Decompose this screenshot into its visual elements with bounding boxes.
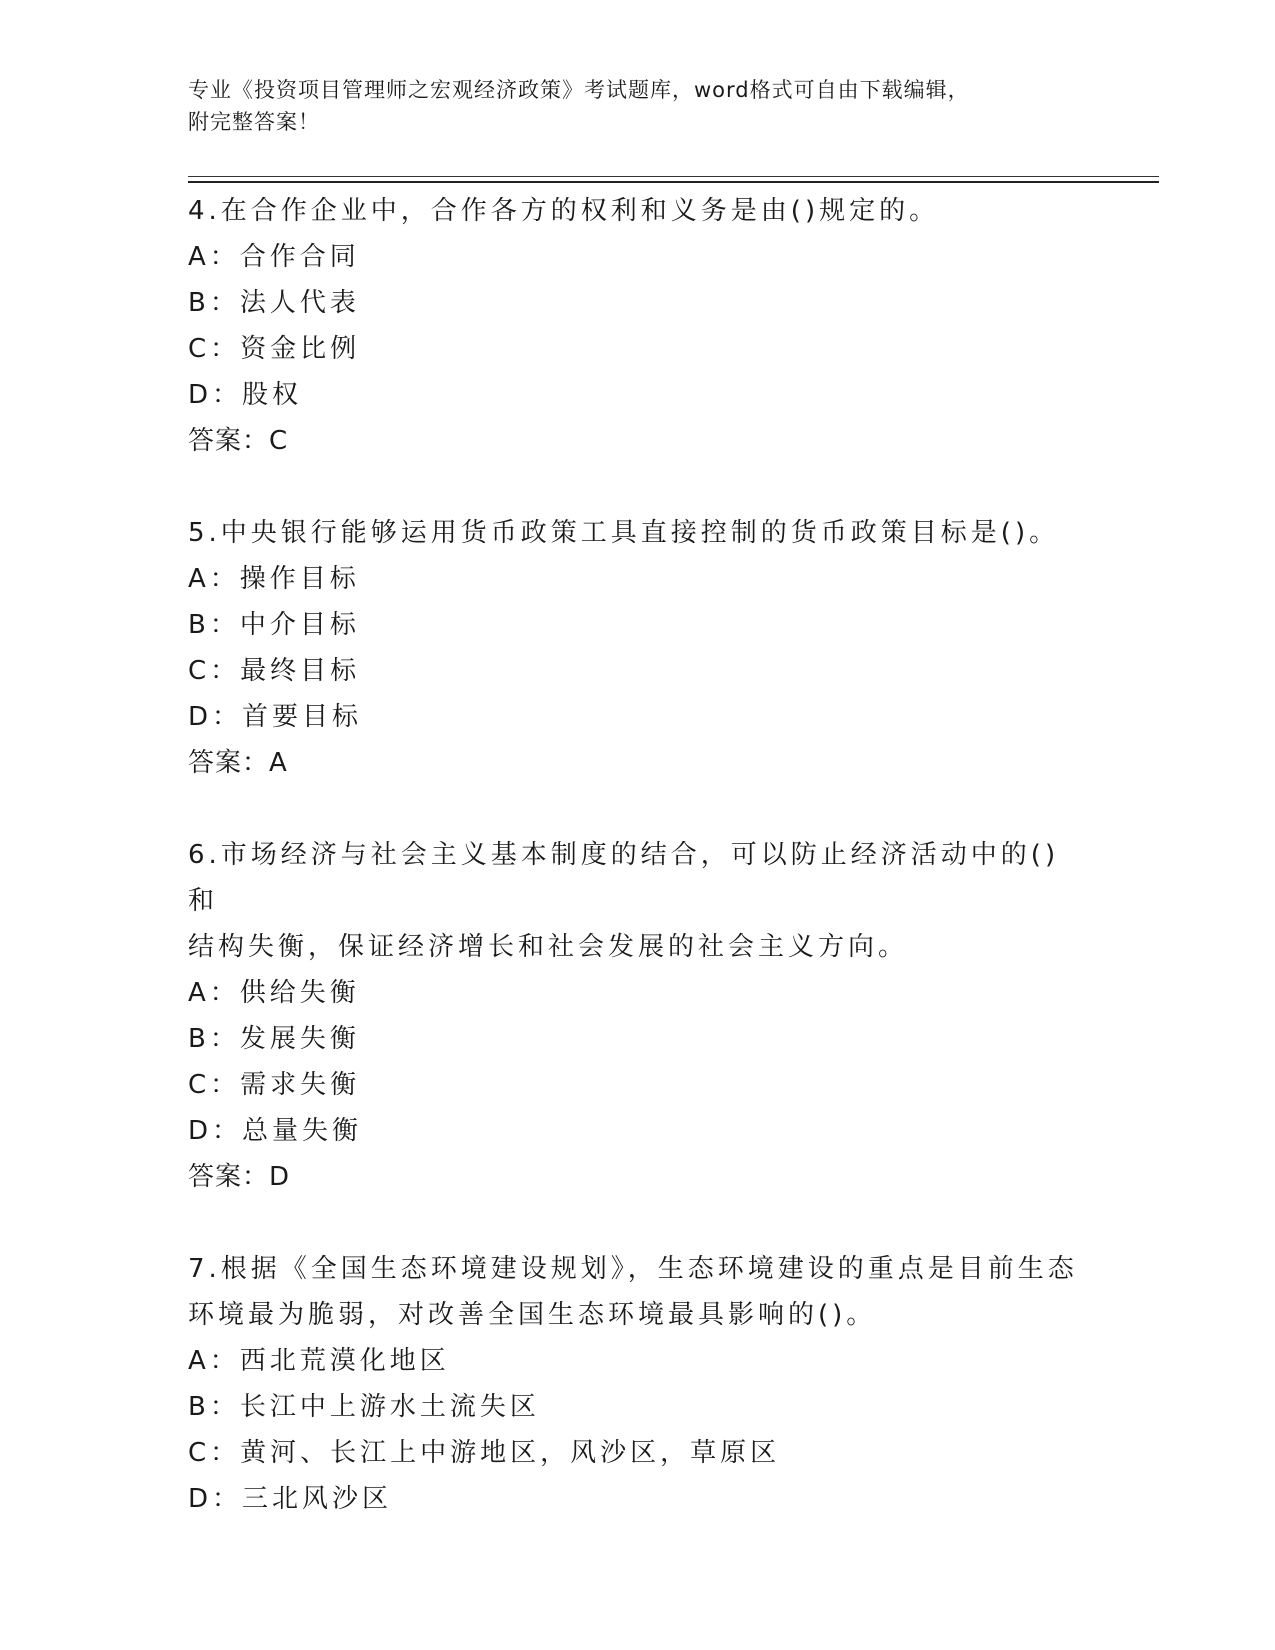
question-5: [188, 510, 1088, 786]
option-c: C：资金比例: [188, 334, 361, 364]
question-7: [188, 1246, 1088, 1522]
answer: 答案：A: [188, 748, 288, 778]
option-b: B：发展失衡: [188, 1024, 360, 1054]
answer: 答案：C: [188, 426, 289, 456]
question-4: [188, 188, 1088, 464]
option-a: A：操作目标: [188, 564, 360, 594]
option-d: D：首要目标: [188, 702, 363, 732]
option-a: A：供给失衡: [188, 978, 360, 1008]
question-text-line: 7.根据《全国生态环境建设规划》，生态环境建设的重点是目前生态: [188, 1254, 1078, 1284]
option-d: D：股权: [188, 380, 303, 410]
question-6: [188, 832, 1088, 1200]
question-text-line: 5.中央银行能够运用货币政策工具直接控制的货币政策目标是()。: [188, 518, 1060, 548]
option-b: B：长江中上游水土流失区: [188, 1392, 540, 1422]
header-divider-thin: [188, 176, 1159, 177]
option-c: C：需求失衡: [188, 1070, 361, 1100]
option-c: C：黄河、长江上中游地区，风沙区，草原区: [188, 1438, 781, 1468]
header-divider-thick: [188, 181, 1159, 183]
option-d: D：总量失衡: [188, 1116, 363, 1146]
answer: 答案：D: [188, 1162, 291, 1192]
option-a: A：合作合同: [188, 242, 360, 272]
header-line-1: 专业《投资项目管理师之宏观经济政策》考试题库，word格式可自由下载编辑，: [188, 78, 970, 102]
question-text: [188, 1246, 1088, 1338]
option-d: D：三北风沙区: [188, 1484, 393, 1514]
question-text-line: 4.在合作企业中，合作各方的权利和义务是由()规定的。: [188, 196, 940, 226]
question-text-line: 6.市场经济与社会主义基本制度的结合，可以防止经济活动中的()和: [188, 840, 1060, 916]
option-b: B：中介目标: [188, 610, 360, 640]
document-header: [188, 74, 1068, 138]
header-line-2: 附完整答案！: [188, 110, 320, 134]
question-text: [188, 188, 1088, 234]
option-a: A：西北荒漠化地区: [188, 1346, 450, 1376]
question-list: [188, 188, 1088, 1568]
question-text: [188, 510, 1088, 556]
question-text: [188, 832, 1088, 970]
option-b: B：法人代表: [188, 288, 360, 318]
question-text-line: 环境最为脆弱，对改善全国生态环境最具影响的()。: [188, 1300, 877, 1330]
question-text-line: 结构失衡，保证经济增长和社会发展的社会主义方向。: [188, 932, 909, 962]
option-c: C：最终目标: [188, 656, 361, 686]
